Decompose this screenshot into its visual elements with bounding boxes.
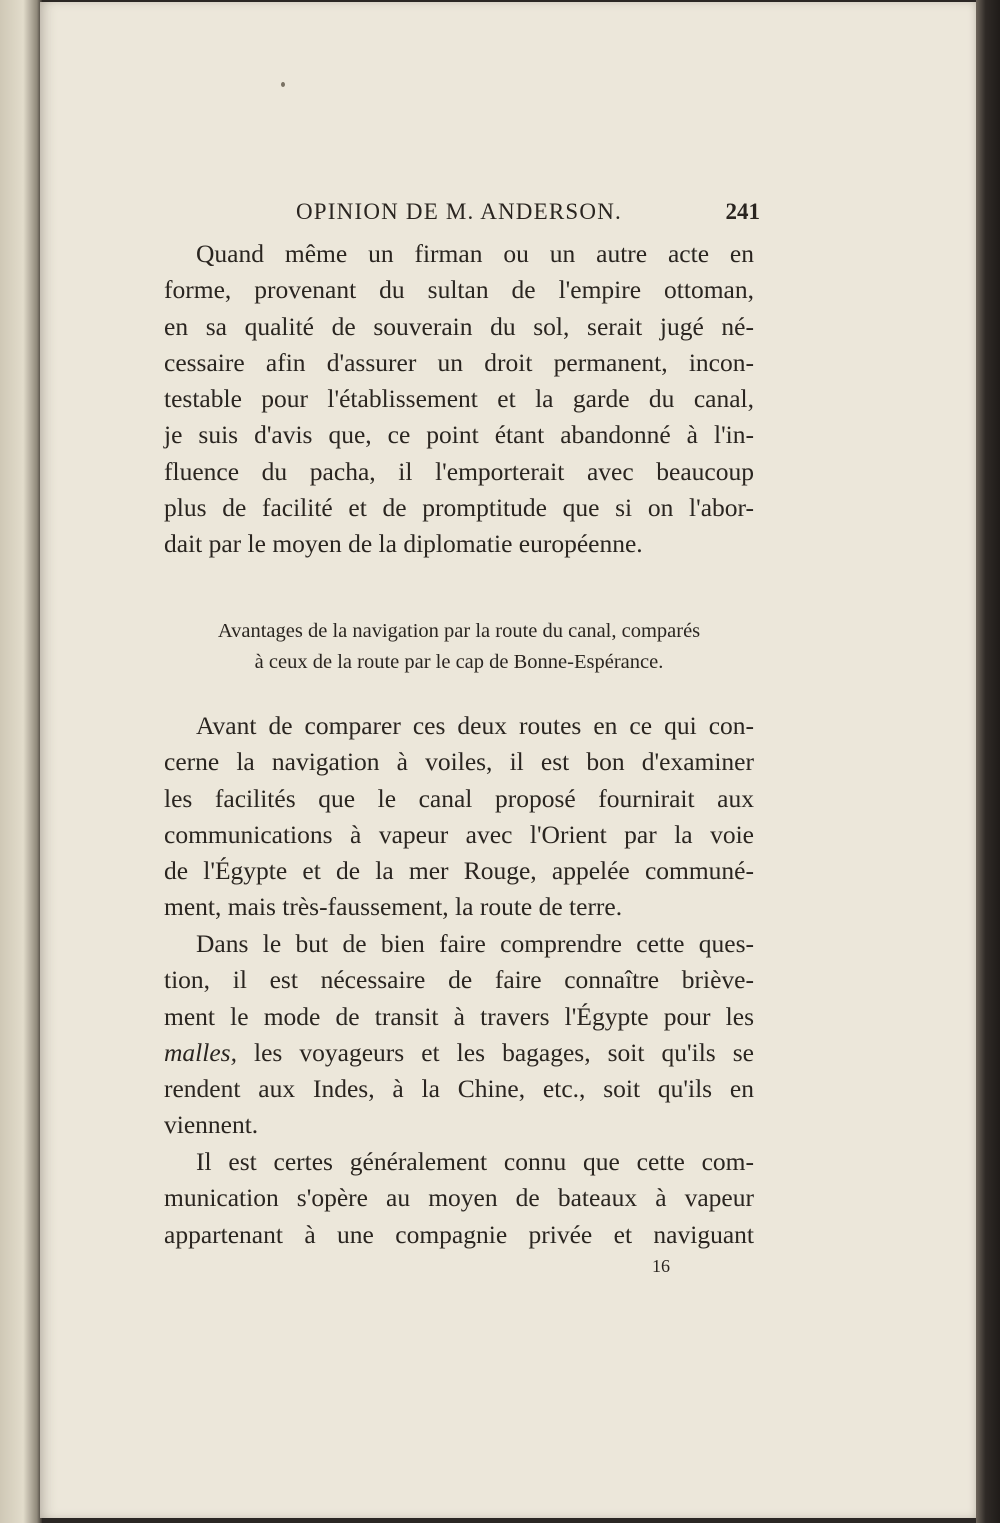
text-line: Dans le but de bien faire comprendre cette ques- [196,929,754,958]
section-caption [164,616,754,678]
paper-speck [281,82,285,87]
text-line: cerne la navigation à voiles, il est bon d'examiner [164,747,754,777]
text-line: rendent aux Indes, à la Chine, etc., soit qu'ils en [164,1074,754,1104]
running-head [164,199,760,231]
paragraph-1 [164,236,754,563]
text-line: forme, provenant du sultan de l'empire ottoman, [164,275,754,305]
text-line: Avant de comparer ces deux routes en ce qui con- [196,711,754,740]
text-line: appartenant à une compagnie privée et naviguant [164,1219,754,1249]
text-line: fluence du pacha, il l'emporterait avec beaucoup [164,456,754,486]
italic-word: malles, [164,1037,237,1067]
text-line: testable pour l'établissement et la garde du canal, [164,384,754,414]
text-line: en sa qualité de souverain du sol, serait jugé né- [164,311,754,341]
page-edge-shadow [976,0,1000,1523]
text-line: de l'Égypte et de la mer Rouge, appelée communé- [164,856,754,886]
text-line: les facilités que le canal proposé fournirait aux [164,783,754,813]
page-number: 241 [725,199,760,224]
text-line: ment le mode de transit à travers l'Égypte pour les [164,1001,754,1031]
text-line: munication s'opère au moyen de bateaux à vapeur [164,1183,754,1213]
text-line: je suis d'avis que, ce point étant abandonné à l'in- [164,420,754,450]
text-line: Il est certes généralement connu que cette com- [196,1147,754,1176]
paragraph-3 [164,926,754,1144]
paragraph-4 [164,1144,754,1253]
signature-mark: 16 [652,1256,670,1276]
running-head-title: OPINION DE M. ANDERSON. [296,199,622,224]
text-line: cessaire afin d'assurer un droit permanent, incon- [164,347,754,377]
caption-line: Avantages de la navigation par la route du canal, comparés [217,620,701,642]
facing-page-edge [0,0,42,1523]
text-line: viennent. [164,1110,259,1140]
text-line: Quand même un firman ou un autre acte en [196,239,754,268]
text-line: communications à vapeur avec l'Orient par la voie [164,819,754,849]
text-line: tion, il est nécessaire de faire connaître briève- [164,965,754,995]
text-line: plus de facilité et de promptitude que si on l'abor- [164,493,754,523]
paragraph-2 [164,708,754,926]
caption-line: à ceux de la route par le cap de Bonne-Espérance. [254,651,664,673]
text-line: ment, mais très-faussement, la route de terre. [164,892,623,922]
text-line: dait par le moyen de la diplomatie européenne. [164,529,643,559]
text-run: les voyageurs et les bagages, soit qu'ils se [236,1037,754,1067]
text-line [164,1035,754,1071]
